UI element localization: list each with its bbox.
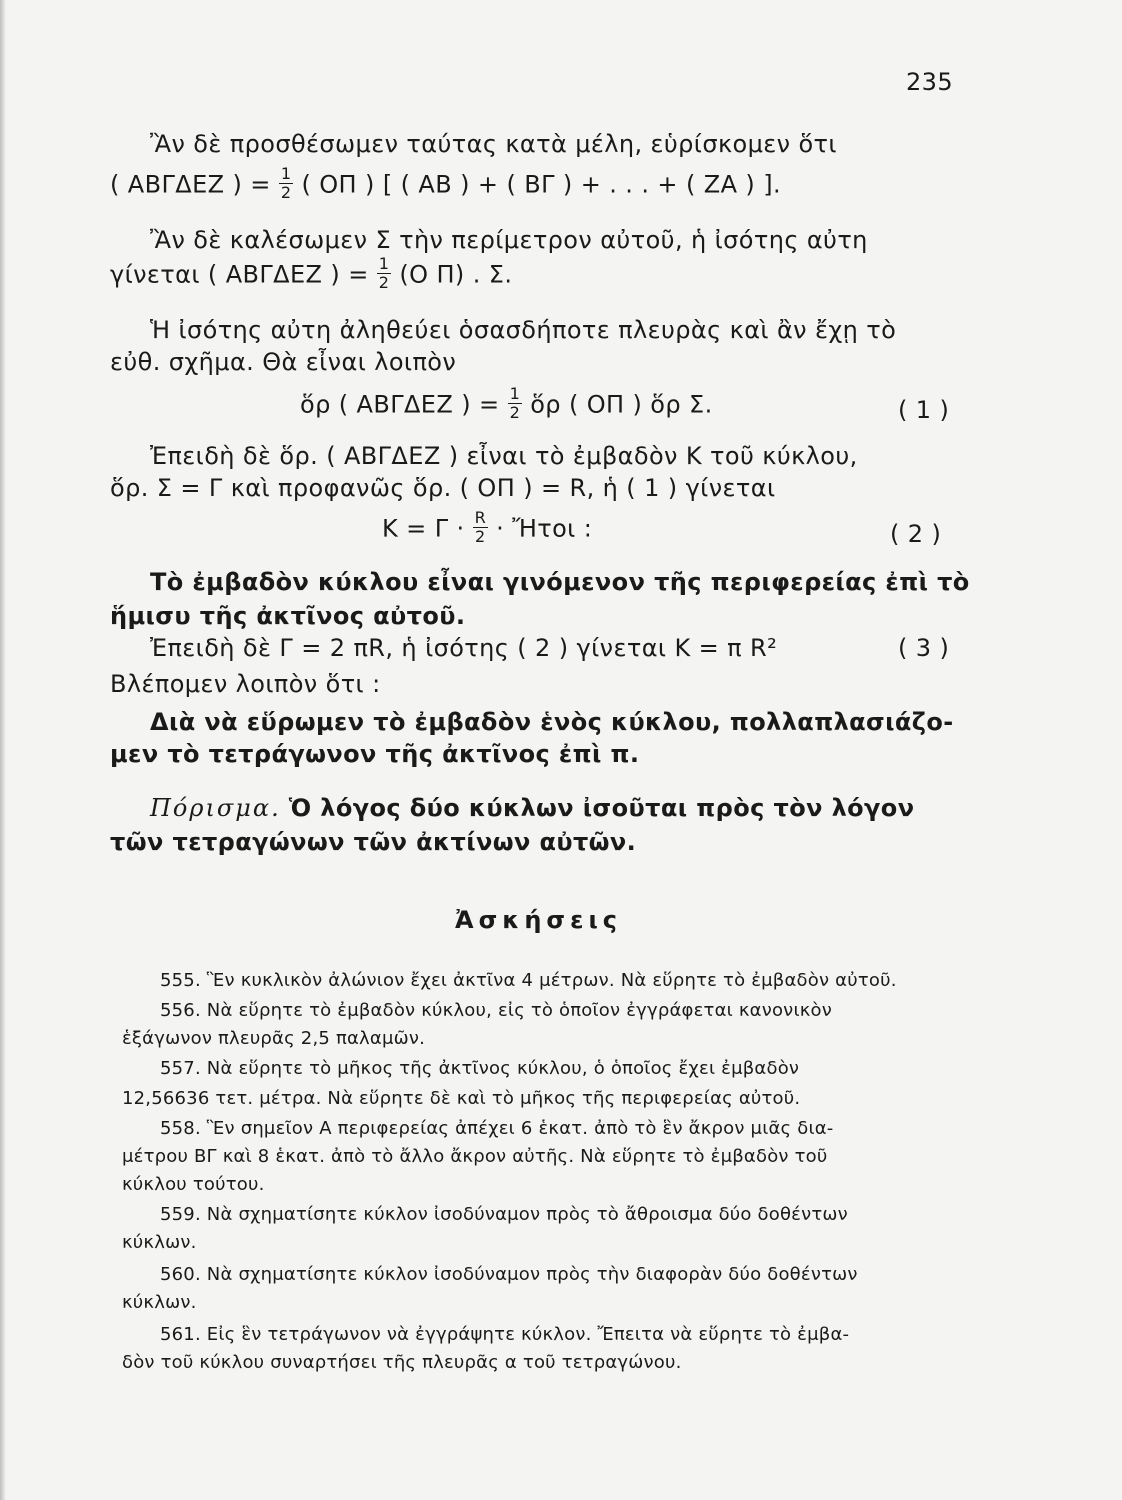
exercise-559-line-1: 559. Νὰ σχηματίσητε κύκλον ἰσοδύναμον πρὸς τὸ ἄθροισμα δύο δοθέντων [160,1204,848,1225]
equation-number-2: ( 2 ) [890,520,942,548]
text-line-5: Ἡ ἰσότης αὐτη ἀληθεύει ὁσασδήποτε πλευρὰς καὶ ἂν ἔχῃ τὸ [150,316,897,344]
exercise-558-line-3: κύκλου τούτου. [122,1174,265,1195]
fraction-r-half [473,510,489,545]
equation-limit [300,384,713,423]
equation-number-1: ( 1 ) [898,396,950,424]
fraction-numerator: R [474,508,487,527]
equation-rhs: ὅρ ( ΟΠ ) ὅρ Σ. [530,390,713,419]
fraction-numerator: 1 [280,164,292,183]
equation-lhs: γίνεται ( ΑΒΓΔΕΖ ) = [110,260,369,289]
fraction-numerator: 1 [509,384,521,403]
corollary-line-1 [150,796,914,820]
exercise-556-line-2: ἑξάγωνον πλευρᾶς 2,5 παλαμῶν. [122,1028,426,1049]
fraction-numerator: 1 [378,254,390,273]
exercise-559-line-2: κύκλων. [122,1232,197,1253]
theorem-line-1: Τὸ ἐμβαδὸν κύκλου εἶναι γινόμενον τῆς περιφερείας ἐπὶ τὸ [150,568,970,596]
exercise-561-line-2: δὸν τοῦ κύκλου συναρτήσει τῆς πλευρᾶς α τοῦ τετραγώνου. [122,1352,682,1373]
rule-line-1: Διὰ νὰ εὕρωμεν τὸ ἐμβαδὸν ἑνὸς κύκλου, πολλαπλασιάζο- [150,708,954,736]
fraction-one-half [279,166,294,201]
fraction-denominator: 2 [509,402,521,422]
equation-area-perimeter [110,254,513,293]
equation-rhs: (Ο Π) . Σ. [399,260,513,289]
fraction-denominator: 2 [378,272,390,292]
equation-rhs: · Ἤτοι : [496,514,593,543]
exercise-556-line-1: 556. Νὰ εὕρητε τὸ ἐμβαδὸν κύκλου, εἰς τὸ ὁποῖον ἐγγράφεται κανονικὸν [160,1000,833,1021]
exercise-555: 555. Ἓν κυκλικὸν ἀλώνιον ἔχει ἀκτῖνα 4 μέτρων. Νὰ εὕρητε τὸ ἐμβαδὸν αὐτοῦ. [160,970,897,991]
text-line-6: εὐθ. σχῆμα. Θὰ εἶναι λοιπὸν [110,348,457,376]
fraction-one-half [508,386,523,421]
exercise-560-line-2: κύκλων. [122,1292,197,1313]
corollary-text: Ὁ λόγος δύο κύκλων ἰσοῦται πρὸς τὸν λόγον [288,794,915,822]
text-line-1: Ἂν δὲ προσθέσωμεν ταύτας κατὰ μέλη, εὑρίσκομεν ὅτι [150,130,837,158]
exercise-557-line-2: 12,56636 τετ. μέτρα. Νὰ εὕρητε δὲ καὶ τὸ μῆκος τῆς περιφερείας αὐτοῦ. [122,1088,801,1109]
equation-number-3: ( 3 ) [898,634,950,662]
text-line-3: Ἂν δὲ καλέσωμεν Σ τὴν περίμετρον αὐτοῦ, ἡ ἰσότης αὐτη [150,226,868,254]
equation-lhs: ( ΑΒΓΔΕΖ ) = [110,170,271,199]
fraction-denominator: 2 [280,182,292,202]
fraction-denominator: 2 [475,526,486,546]
equation-lhs: ὅρ ( ΑΒΓΔΕΖ ) = [300,390,500,419]
equation-rhs: ( ΟΠ ) [ ( ΑΒ ) + ( ΒΓ ) + . . . + ( ΖΑ ) ]. [301,170,782,199]
corollary-line-2: τῶν τετραγώνων τῶν ἀκτίνων αὐτῶν. [110,828,637,856]
exercise-557-line-1: 557. Νὰ εὕρητε τὸ μῆκος τῆς ἀκτῖνος κύκλου, ὁ ὁποῖος ἔχει ἐμβαδὸν [160,1058,800,1079]
corollary-label: Πόρισμα. [150,794,281,822]
equation-lhs: Κ = Γ · [382,514,465,543]
page-binding-shadow [0,0,6,1500]
text-line-12: Βλέπομεν λοιπὸν ὅτι : [110,670,381,698]
exercise-558-line-1: 558. Ἓν σημεῖον Α περιφερείας ἀπέχει 6 ἑκατ. ἀπὸ τὸ ἓν ἄκρον μιᾶς δια- [160,1118,834,1139]
text-line-11: Ἐπειδὴ δὲ Γ = 2 πR, ἡ ἰσότης ( 2 ) γίνεται Κ = π R² [150,634,778,662]
equation-circle-area [382,508,593,547]
text-line-9: ὅρ. Σ = Γ καὶ προφανῶς ὅρ. ( ΟΠ ) = R, ἡ ( 1 ) γίνεται [110,474,776,502]
fraction-one-half [377,256,392,291]
exercise-560-line-1: 560. Νὰ σχηματίσητε κύκλον ἰσοδύναμον πρὸς τὴν διαφορὰν δύο δοθέντων [160,1264,858,1285]
exercises-heading: Ἀσκήσεις [455,906,623,934]
rule-line-2: μεν τὸ τετράγωνον τῆς ἀκτῖνος ἐπὶ π. [110,740,640,768]
page-number: 235 [906,68,954,96]
text-line-8: Ἐπειδὴ δὲ ὅρ. ( ΑΒΓΔΕΖ ) εἶναι τὸ ἐμβαδὸν Κ τοῦ κύκλου, [150,442,858,470]
theorem-line-2: ἥμισυ τῆς ἀκτῖνος αὐτοῦ. [110,602,466,630]
exercise-561-line-1: 561. Εἰς ἓν τετράγωνον νὰ ἐγγράψητε κύκλον. Ἔπειτα νὰ εὕρητε τὸ ἐμβα- [160,1324,850,1345]
equation-perimeter-sum [110,164,782,203]
exercise-558-line-2: μέτρου ΒΓ καὶ 8 ἑκατ. ἀπὸ τὸ ἄλλο ἄκρον αὐτῆς. Νὰ εὕρητε τὸ ἐμβαδὸν τοῦ [122,1146,828,1167]
